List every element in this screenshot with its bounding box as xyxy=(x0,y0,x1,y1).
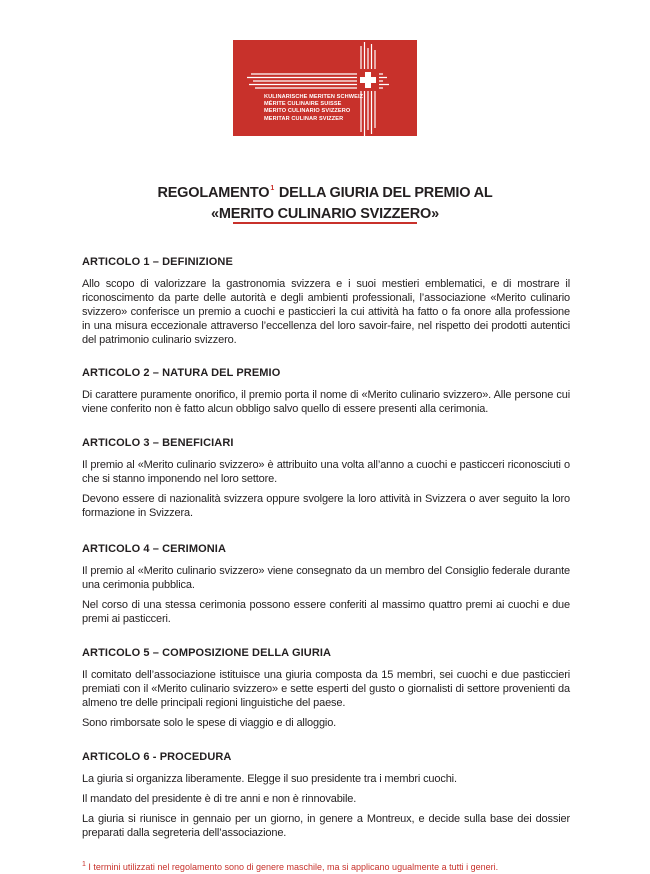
footnote-text: I termini utilizzati nel regolamento sono di genere maschile, ma si applicano ugualmente a tutti i generi. xyxy=(85,862,499,872)
article-heading: ARTICOLO 2 – NATURA DEL PREMIO xyxy=(82,367,281,379)
article-3 xyxy=(82,436,570,526)
logo-line: MERITO CULINARIO SVIZZERO xyxy=(264,108,351,115)
article-paragraph: Di carattere puramente onorifico, il premio porta il nome di «Merito culinario svizzero». Alle persone cui viene conferito non è fatto alcun obbligo salvo quello di essere presenti alla cerimonia. xyxy=(82,389,570,415)
article-heading: ARTICOLO 4 – CERIMONIA xyxy=(82,543,226,555)
article-paragraph: La giuria si organizza liberamente. Elegge il suo presidente tra i membri cuochi. xyxy=(82,773,457,785)
logo xyxy=(233,40,417,136)
title-line-2: «MERITO CULINARIO SVIZZERO» xyxy=(211,206,439,222)
article-heading: ARTICOLO 3 – BENEFICIARI xyxy=(82,437,234,449)
article-paragraph: La giuria si riunisce in gennaio per un giorno, in genere a Montreux, e decide sulla base dei dossier preparati dalla segreteria dell’associazione. xyxy=(82,813,570,839)
article-paragraph: Il premio al «Merito culinario svizzero» viene consegnato da un membro del Consiglio federale durante una cerimonia pubblica. xyxy=(82,565,570,591)
article-paragraph: Il mandato del presidente è di tre anni e non è rinnovabile. xyxy=(82,793,357,805)
article-paragraph: Il comitato dell’associazione istituisce una giuria composta da 15 membri, sei cuochi e due pasticcieri premiati con il «Merito culinario svizzero» e sette esperti del gusto o giornalisti di settore provenienti da almeno tre delle principali regioni linguistiche del paese. xyxy=(82,669,570,709)
page-title xyxy=(0,178,650,225)
article-heading: ARTICOLO 1 – DEFINIZIONE xyxy=(82,256,233,268)
article-5 xyxy=(82,646,570,736)
title-suffix: DELLA GIURIA DEL PREMIO AL xyxy=(275,185,493,201)
title-prefix: REGOLAMENTO xyxy=(157,185,270,201)
article-1 xyxy=(82,255,570,353)
article-paragraph: Allo scopo di valorizzare la gastronomia svizzera e i suoi mestieri emblematici, e di mostrare il riconoscimento da parte delle autorità e degli ambienti professionali, l’associazione «Merito culinario svizzero» conferisce un premio a cuochi e pasticcieri la cui attività ha fatto o fa onore alla professione in una misura eccezionale attraverso l’eccellenza del loro savoir-faire, nel rispetto dei prodotti autentici del patrimonio culinario svizzero. xyxy=(82,278,570,346)
logo-line: MÉRITE CULINAIRE SUISSE xyxy=(264,101,342,108)
article-paragraph: Nel corso di una stessa cerimonia possono essere conferiti al massimo quattro premi ai cuochi e due premi ai pasticceri. xyxy=(82,599,570,625)
title-divider xyxy=(233,222,417,224)
article-paragraph: Sono rimborsate solo le spese di viaggio e di alloggio. xyxy=(82,717,337,729)
article-2 xyxy=(82,366,570,422)
title-line-1 xyxy=(0,178,650,204)
footnote xyxy=(82,859,582,873)
article-paragraph: Devono essere di nazionalità svizzera oppure svolgere la loro attività in Svizzera o aver seguito la loro formazione in Svizzera. xyxy=(82,493,570,519)
footnote-reference[interactable]: 1 xyxy=(270,185,275,192)
article-6 xyxy=(82,750,570,846)
logo-text xyxy=(264,94,363,123)
footnote-mark: 1 xyxy=(82,861,86,868)
logo-line: MERITAR CULINAR SVIZZER xyxy=(264,115,344,122)
article-4 xyxy=(82,542,570,632)
logo-line: KULINARISCHE MERITEN SCHWEIZ xyxy=(264,94,364,100)
article-heading: ARTICOLO 6 - PROCEDURA xyxy=(82,751,232,763)
article-heading: ARTICOLO 5 – COMPOSIZIONE DELLA GIURIA xyxy=(82,647,332,659)
article-paragraph: Il premio al «Merito culinario svizzero» è attribuito una volta all’anno a cuochi e pasticceri riconosciuti o che si stanno imponendo nel loro settore. xyxy=(82,459,570,485)
